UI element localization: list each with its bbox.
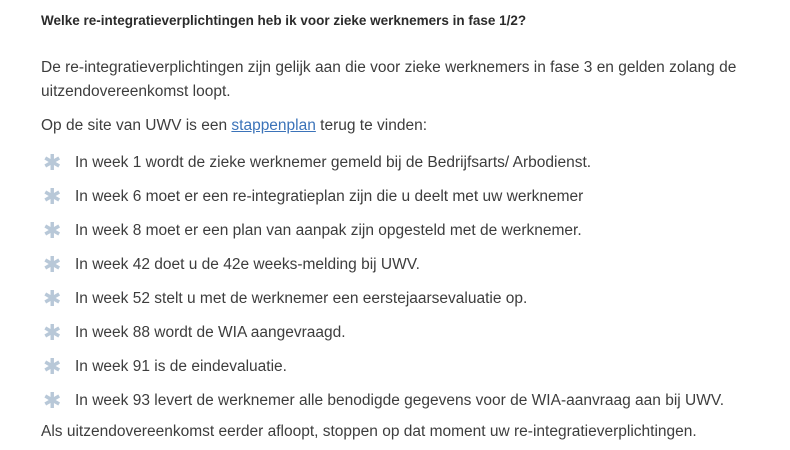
- list-item: [41, 214, 724, 248]
- star-icon: ✱: [43, 388, 62, 413]
- step-text: In week 93 levert de werknemer alle benodigde gegevens voor de WIA-aanvraag aan bij UWV.: [75, 392, 725, 409]
- steps-list: [41, 146, 724, 418]
- site-reference-paragraph: [41, 114, 427, 138]
- star-icon: ✱: [43, 252, 62, 277]
- question-heading: Welke re-integratieverplichtingen heb ik voor zieke werknemers in fase 1/2?: [41, 13, 527, 28]
- list-item: [41, 180, 724, 214]
- list-item: [41, 350, 724, 384]
- list-item: [41, 316, 724, 350]
- step-text: In week 8 moet er een plan van aanpak zijn opgesteld met de werknemer.: [75, 222, 582, 239]
- step-text: In week 88 wordt de WIA aangevraagd.: [75, 324, 346, 341]
- list-item: [41, 146, 724, 180]
- site-reference-text-before: Op de site van UWV is een: [41, 117, 232, 134]
- step-text: In week 1 wordt de zieke werknemer gemeld bij de Bedrijfsarts/ Arbodienst.: [75, 154, 592, 171]
- star-icon: ✱: [43, 218, 62, 243]
- step-text: In week 6 moet er een re-integratieplan zijn die u deelt met uw werknemer: [75, 188, 584, 205]
- step-text: In week 91 is de eindevaluatie.: [75, 358, 287, 375]
- list-item: [41, 282, 724, 316]
- site-reference-text-after: terug te vinden:: [315, 117, 428, 134]
- star-icon: ✱: [43, 184, 62, 209]
- list-item: [41, 384, 724, 418]
- stappenplan-link[interactable]: stappenplan: [231, 117, 316, 134]
- step-text: In week 42 doet u de 42e weeks-melding bij UWV.: [75, 256, 420, 273]
- star-icon: ✱: [43, 150, 62, 175]
- intro-paragraph: De re-integratieverplichtingen zijn gelijk aan die voor zieke werknemers in fase 3 en gelden zolang de uitzendovereenkomst loopt.: [41, 59, 737, 100]
- star-icon: ✱: [43, 320, 62, 345]
- list-item: [41, 248, 724, 282]
- star-icon: ✱: [43, 286, 62, 311]
- step-text: In week 52 stelt u met de werknemer een eerstejaarsevaluatie op.: [75, 290, 528, 307]
- outro-paragraph: Als uitzendovereenkomst eerder afloopt, stoppen op dat moment uw re-integratieverplichtingen.: [41, 423, 697, 440]
- star-icon: ✱: [43, 354, 62, 379]
